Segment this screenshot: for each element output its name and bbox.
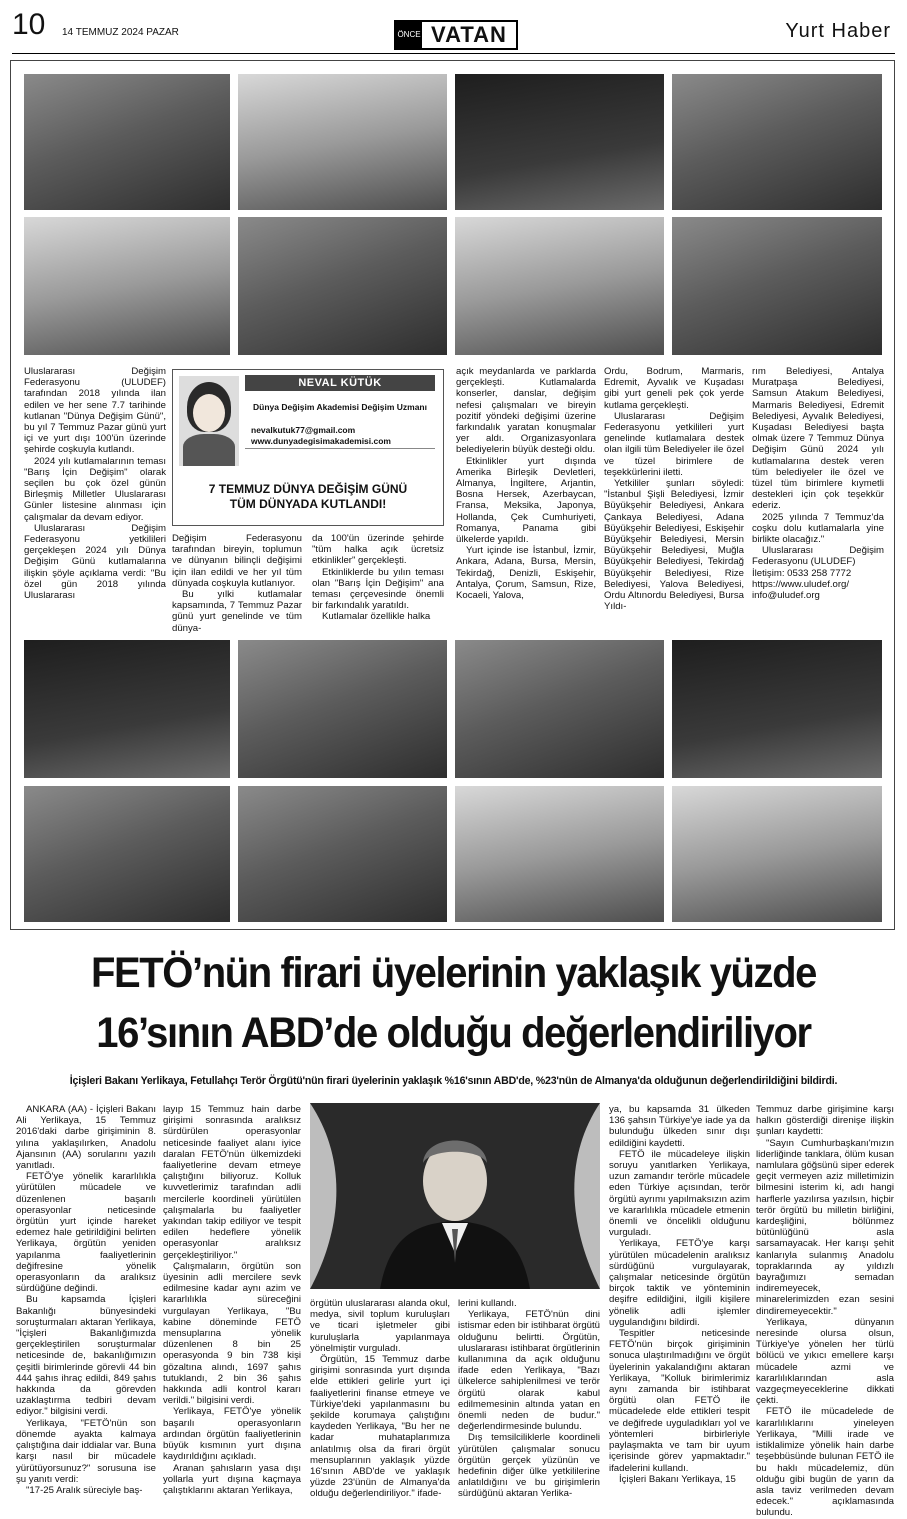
paragraph: da 100'ün üzerinde şehirde "tüm halka açık ücretsiz etkinlikler" gerçekleşti.: [312, 533, 444, 567]
body-shape: [183, 434, 235, 466]
author-website: www.dunyadegisimakademisi.com: [251, 436, 391, 446]
event-photo-1: [24, 74, 230, 210]
paragraph: ya, bu kapsamda 31 ülkeden 136 şahsın Türkiye'ye iade ya da bulunduğu ülkeden sınır dışı edildiğini kaydetti.: [609, 1104, 750, 1149]
paragraph: Değişim Federasyonu tarafından bireyin, toplumun ve dünyanın bilinçli değişimi için ilan edildi ve her yıl tüm dünyada coşkuyla kutlanıyor.: [172, 533, 302, 589]
article2-spot: İçişleri Bakanı Yerlikaya, Fetullahçı Terör Örgütü'nün firari üyelerinin yaklaşık %16'sının ABD'de, %23'nün de Almanya'da olduğunun değerlendirildiğini bildirdi.: [69, 1075, 838, 1087]
logo-mark-icon: ÖNCE: [396, 22, 422, 48]
paragraph: Yerlikaya, dünyanın neresinde olursa olsun, Türkiye'ye yönelen her türlü bölücü ve yıkıcı emellere karşı mücadele azmi ve kararlılıklarından asla vazgeçmeyeceklerine dikkati çekti.: [756, 1316, 894, 1407]
paragraph: Kutlamalar özellikle halka: [322, 611, 431, 623]
paragraph: Etkinlikler yurt dışında Amerika Birleşik Devletleri, Almanya, İngiltere, Arjantin, Bosna Hersek, Azerbaycan, Fransa, Meksika, Japonya, Hollanda, Çek Cumhuriyeti, Romanya, Panama gibi ülkelerde yapıldı.: [456, 455, 596, 546]
paragraph: ANKARA (AA) - İçişleri Bakanı Ali Yerlikaya, 15 Temmuz 2016'daki darbe girişiminin 8. yılına yaklaşılırken, Anadolu Ajansının (AA) sorularını yazılı yanıtladı.: [16, 1104, 156, 1172]
paragraph: "17-25 Aralık süreciyle baş-: [26, 1484, 143, 1496]
newspaper-logo: [394, 20, 518, 50]
paragraph: rım Belediyesi, Antalya Muratpaşa Belediyesi, Samsun Atakum Belediyesi, Marmaris Belediyesi, Edremit Belediyesi, Ayvalık Belediyesi, Kuşadası Belediyesi başta olmak üzere 7 Temmuz Dünya Değişim Günü 2024 yılı kutlamalarına destek veren tüm belediyeler ile özel ve tüzel tüm birimlere kıymetli destekleri için çok teşekkür ederiz.: [752, 366, 884, 512]
paragraph: Uluslararası Değişim Federasyonu yetkilileri yurt genelinde kutlamalara destek olan ilgili tüm Belediyeler ile özel ve tüzel birimlere de teşekkürlerini iletti.: [604, 410, 744, 478]
paragraph: Yetkililer şunları söyledi: "İstanbul Şişli Belediyesi, İzmir Büyükşehir Belediyesi, Ankara Çankaya Belediyesi, Adana Büyükşehir Belediyesi, Eskişehir Büyükşehir Belediyesi, Mersin Büyükşehir Belediyesi, Muğla Büyükşehir Belediyesi, Tekirdağ Büyükşehir Belediyesi, Rize Belediyesi, Yalova Belediyesi, Ordu Altınordu Belediyesi, Bursa Yıldı-: [604, 478, 744, 613]
paragraph: Yerlikaya, FETÖ'ye yönelik başarılı operasyonların ardından örgütün faaliyetlerinin büyük kısmının yurt dışına kaydırıldığını açıkladı.: [163, 1406, 301, 1463]
author-name: NEVAL KÜTÜK: [245, 375, 435, 391]
paragraph: Yerlikaya, "FETÖ'nün son dönemde ayakta kalmaya çalıştığına dair iddialar var. Buna karşı nasıl bir mücadele yürütüyorsunuz?" sorusuna ise şu yanıtı verdi:: [16, 1417, 156, 1485]
paragraph: açık meydanlarda ve parklarda gerçekleşti. Kutlamalarda konserler, danslar, değişim nefesi çalışmaları ve bireyin pozitif yöndeki değişimi üzerine farkındalık yaratan konuşmalar yer aldı. Organizasyonlara belediyelerin büyük desteği oldu.: [456, 366, 596, 456]
contact-email: info@uludef.org: [752, 590, 820, 602]
paragraph: Örgütün, 15 Temmuz darbe girişimi sonrasında yurt dışında elde ettikleri gelirle yurt içi faaliyetlerini finanse etmeye ve Türkiye'deki yapılanmasını bu şekilde korumaya çalıştığını kaydeden Yerlikaya, "Bu her ne kadar muhataplarımıza anlatılmış olsa da firari örgüt mensuplarının yaklaşık yüzde 16'sının ABD'de ve yaklaşık yüzde 23'ünün de Almanya'da olduğu değerlendiriliyor." ifade-: [310, 1354, 450, 1500]
paragraph: Çalışmaların, örgütün son üyesinin adli mercilere sevk edilmesine kadar aynı azim ve kararlılıkla süreceğini vurgulayan Yerlikaya, "Bu kabine döneminde FETÖ mensuplarına yönelik düzenlenen 8 bin 25 operasyonda 9 bin 738 kişi gözaltına alındı, 1697 şahıs tutuklandı, 2 bin 36 şahıs hakkında adli kontrol kararı verildi." bilgisini verdi.: [163, 1260, 301, 1407]
minister-portrait-illustration: [310, 1103, 600, 1289]
paragraph: Bu yılki kutlamalar kapsamında, 7 Temmuz Pazar günü yurt genelinde ve tüm dünya-: [172, 589, 302, 634]
box-divider: [245, 448, 435, 449]
paragraph: örgütün uluslararası alanda okul, medya, sivil toplum kuruluşları ve ticari işletmeler gibi kuruluşlarla yapılanmaya yönelmiştir vurguladı.: [310, 1298, 450, 1354]
paragraph: Aranan şahısların yasa dışı yollarla yurt dışına kaçmaya çalıştıklarını aktaran Yerlikaya,: [163, 1462, 301, 1496]
headline-line-2: TÜM DÜNYADA KUTLANDI!: [229, 497, 387, 511]
paragraph: FETÖ ile mücadeleye ilişkin soruyu yanıtlarken Yerlikaya, uzun zamandır terörle mücadele eden Türkiye açısından, terör örgütü ayrımı yapılmaksızın azim ve kararlılıkla mücadele etmenin önemli ve öncelikli olduğunu vurguladı.: [609, 1148, 750, 1239]
paragraph: Yerlikaya, FETÖ'ye karşı yürütülen mücadelenin aralıksız sürdüğünü vurgulayarak, çalışmalar neticesinde örgütün birçok taktik ve yönteminin deşifre edildiğini, ilgili kişilere yönelik adli işlemler uygulandığını bildirdi.: [609, 1238, 750, 1328]
event-photo-8: [672, 217, 882, 355]
paragraph: 2025 yılında 7 Temmuz'da coşku dolu kutlamalarla yine birlikte olacağız.": [752, 511, 884, 546]
article1-column-6: [752, 366, 884, 601]
event-photo-9: [24, 640, 230, 778]
article1-headline: [183, 482, 433, 512]
event-photo-4: [672, 74, 882, 210]
contact-website: https://www.uludef.org/: [752, 578, 850, 590]
event-photo-7: [455, 217, 664, 355]
paragraph: "Sayın Cumhurbaşkanı'mızın liderliğinde tanklara, ölüm kusan namlulara göğsünü siper ederek geçit vermeyen aziz milletimizin bilmesini isterim ki, adı hangi harflerle yazılırsa yazılsın, hiçbir terör örgütü bu milletin birliğini, kardeşliğini, bölünmez bütünlüğünü asla sarsamayacak. Her karışı şehit kanlarıyla sulanmış Anadolu topraklarında ay yıldızlı bayrağımızı semadan indiremeyecek, minarelerimizden ezan sesini dindiremeyecektir.": [756, 1137, 894, 1317]
paragraph: FETÖ ile mücadelede de kararlılıklarını yineleyen Yerlikaya, "Milli irade ve istiklalimize yönelik hain darbe teşebbüsünde bulunan FETÖ ile bu haklı mücadelemiz, dün olduğu gibi bugün de yarın da asla taviz verilmeden devam edecek." açıklamasında bulundu.: [756, 1406, 894, 1519]
paragraph: Etkinliklerde bu yılın teması olan "Barış İçin Değişim" ana teması çerçevesinde önemli bir farkındalık yaratıldı.: [312, 566, 444, 612]
paragraph: İçişleri Bakanı Yerlikaya, 15: [619, 1473, 736, 1485]
article2-column-5: [609, 1104, 750, 1485]
section-title: Yurt Haber: [785, 20, 891, 42]
article2-column-3: [310, 1298, 450, 1500]
paragraph: Tespitler neticesinde FETÖ'nün birçok girişiminin sonuca ulaştırılmadığını ve örgüt üyelerinin yakalandığını aktaran Yerlikaya, "Kolluk birimlerimiz aynı zamanda bir istihbarat örgütü olan FETÖ ile mücadelede elde ettikleri tespit ve değifrede uyguladıkları yol ve yöntemleri birbirleriyle paylaşmakta ve tam bir uyum içerisinde görev yapmaktadır." ifadelerini kullandı.: [609, 1328, 750, 1474]
article2-headline-line-1: FETÖ’nün firari üyelerinin yaklaşık yüzde: [90, 949, 817, 997]
event-photo-14: [238, 786, 447, 922]
event-photo-11: [455, 640, 664, 778]
minister-photo: [310, 1103, 600, 1289]
event-photo-16: [672, 786, 882, 922]
event-photo-15: [455, 786, 664, 922]
paragraph: 2024 yılı kutlamalarının teması "Barış İçin Değişim" olarak seçilen bu çok özel günün Birleşmiş Milletler Uluslararası Günler listesine alınması için çalışmalar da devam ediyor.: [24, 455, 166, 523]
article1-column-4: [456, 366, 596, 601]
paragraph: Temmuz darbe girişimine karşı halkın gösterdiği direnişe ilişkin şunları kaydetti:: [756, 1104, 894, 1138]
paragraph: layıp 15 Temmuz hain darbe girişimi sonrasında aralıksız sürdürülen operasyonlar neticesinde faaliyet alanı iyice daralan FETÖ'nün ülkemizdeki faaliyetlerine devam etmeye çalıştığını biliyoruz. Kolluk kuvvetlerimiz tarafından adli mercilerle koordineli yürütülen çalışmalarla bu faaliyetler yakından takip ediliyor ve tespit edilen hedeflere yönelik operasyonlar aralıksız gerçekleştiriliyor.": [163, 1104, 301, 1261]
paragraph: Uluslararası Değişim Federasyonu (ULUDEF) tarafından 2018 yılında ilan edilen ve her sene 7.7 tarihinde kutlanan "Dünya Değişim Günü", bu yıl 7 Temmuz Pazar günü yurt içi ve yurt dışı 100'ün üzerinde şehirde coşkuyla kutlandı.: [24, 366, 166, 456]
author-box: [172, 369, 444, 526]
headline-line-1: 7 TEMMUZ DÜNYA DEĞİŞİM GÜNÜ: [208, 482, 408, 496]
author-email: nevalkutuk77@gmail.com: [251, 425, 356, 435]
face-shape: [193, 394, 225, 432]
event-photo-3: [455, 74, 664, 210]
paragraph: FETÖ'ye yönelik kararlılıkla yürütülen mücadele ve düzenlenen başarılı operasyonlar neticesinde örgütün yurt içinde hareket edemez hale getirildiğini belirten Yerlikaya, örgütün yeniden yapılanma faaliyetlerinin değifresine yönelik operasyonların da aralıksız sürdüğüne değindi.: [16, 1171, 156, 1295]
paragraph: Yurt içinde ise İstanbul, İzmir, Ankara, Adana, Bursa, Mersin, Tekirdağ, Denizli, Eskişehir, Antalya, Çorum, Samsun, Rize, Kocaeli, Yalova,: [456, 545, 596, 602]
contact-phone: İletişim: 0533 258 7772: [752, 567, 852, 579]
article1-column-5: [604, 366, 744, 612]
event-photo-13: [24, 786, 230, 922]
article1-column-2: [172, 533, 302, 634]
event-photo-6: [238, 217, 447, 355]
header-divider: [12, 53, 895, 54]
event-photo-10: [238, 640, 447, 778]
author-contact: [251, 425, 391, 447]
article2-headline-line-2: 16’sının ABD’de olduğu değerlendiriliyor: [96, 1009, 811, 1057]
event-photo-2: [238, 74, 447, 210]
article2-column-4: [458, 1298, 600, 1500]
event-photo-12: [672, 640, 882, 778]
article2-column-1: [16, 1104, 156, 1496]
author-portrait: [179, 376, 239, 466]
paragraph: Ordu, Bodrum, Marmaris, Edremit, Ayvalık ve Kuşadası gibi yurt geneli pek çok yerde kutlama gerçekleşti.: [604, 366, 744, 411]
paragraph: Uluslararası Değişim Federasyonu yetkilileri gerçekleşen 2024 yılı Dünya Değişim Günü kutlamalarına ilişkin şöyle açıklama verdi: "Bu özel gün 2018 yılında Uluslararası: [24, 522, 166, 602]
article1-column-3: [312, 533, 444, 623]
logo-text: VATAN: [431, 22, 507, 47]
issue-date: 14 TEMMUZ 2024 PAZAR: [62, 27, 179, 38]
paragraph: lerini kullandı.: [458, 1298, 517, 1309]
author-role: Dünya Değişim Akademisi Değişim Uzmanı: [253, 402, 427, 412]
article2-column-6: [756, 1104, 894, 1519]
event-photo-5: [24, 217, 230, 355]
article1-column-1: [24, 366, 166, 601]
paragraph: Bu kapsamda İçişleri Bakanlığı bünyesindeki soruşturmaları aktaran Yerlikaya, "İçişleri Bakanlığımızda gerçekleştirilen soruşturmalar neticesinde de, bakanlığımızın çeşitli birimlerinde görevli 44 bin 444 şahıs ihraç edildi, 849 şahıs hakkında da görevden uzaklaştırma tedbiri devam ediyor." bilgisini verdi.: [16, 1294, 156, 1418]
paragraph: Dış temsilciliklerle koordineli yürütülen çalışmalar sonucu örgütün gerçek yüzünün ve hedefinin diğer ülke yetkililerine anlatıldığını ve bu girişimlerin sürdüğünü aktaran Yerlika-: [458, 1432, 600, 1500]
paragraph: Yerlikaya, FETÖ'nün dini istismar eden bir istihbarat örgütü olduğunu belirtti. Örgütün, uluslararası istihbarat örgütlerinin kullanımına da açık olduğunu ifade eden Yerlikaya, "Bazı ülkelerce sahiplenilmesi ve terör örgütü olarak kabul edilmemesinin altında yatan en önemli neden de budur." değerlendirmesinde bulundu.: [458, 1309, 600, 1433]
page-number: 10: [12, 8, 46, 41]
paragraph: Uluslararası Değişim Federasyonu (ULUDEF): [752, 545, 884, 568]
article2-column-2: [163, 1104, 301, 1496]
